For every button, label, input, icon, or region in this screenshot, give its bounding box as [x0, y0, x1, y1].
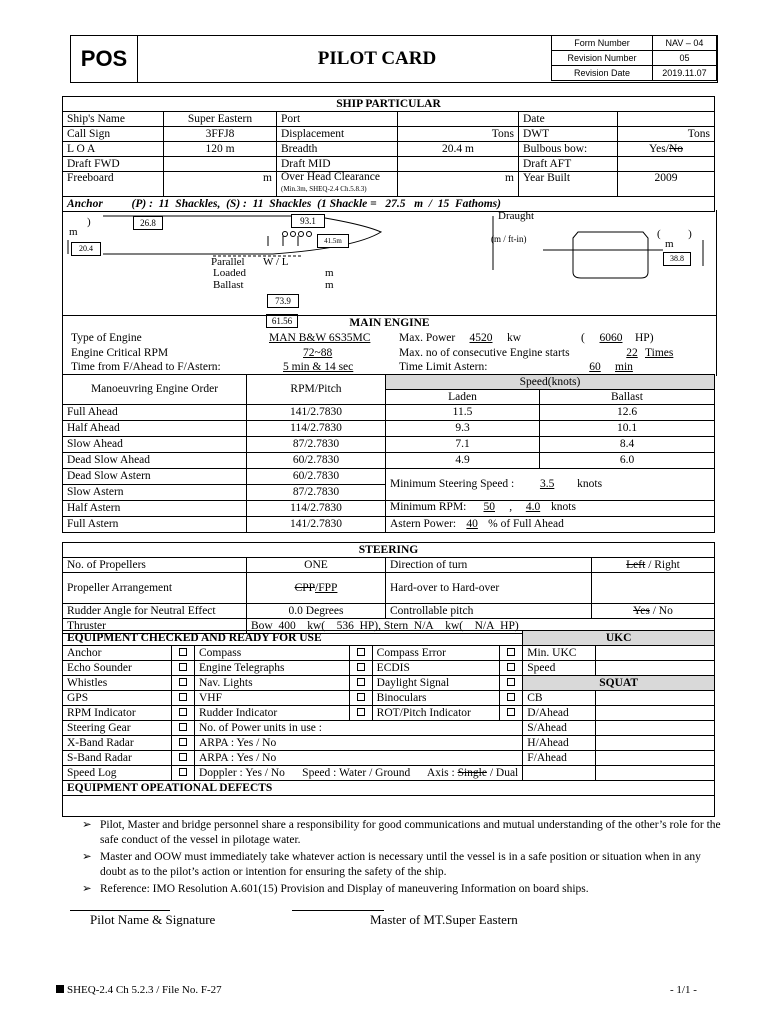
anchor-line: Anchor (P) : 11 Shackles, (S) : 11 Shackles (1 Shackle = 27.5 m / 15 Fathoms) [63, 197, 715, 212]
equipment-item: Rudder Indicator [195, 706, 350, 721]
checkbox[interactable] [179, 768, 187, 776]
displacement-label: Displacement [277, 127, 398, 142]
checkbox-cell [500, 661, 523, 676]
ahead-row [63, 453, 715, 469]
ship-particular-title: SHIP PARTICULAR [63, 97, 715, 112]
critical-rpm-label: Engine Critical RPM [71, 347, 169, 359]
port-label: Port [277, 112, 398, 127]
equipment-item: S-Band Radar [63, 751, 172, 766]
checkbox[interactable] [179, 738, 187, 746]
revision-number-label: Revision Number [552, 51, 653, 66]
min-steering: 3.5 [539, 478, 555, 490]
checkbox-cell [500, 706, 523, 721]
draught-unit: (m / ft-in) [491, 234, 527, 244]
astern-power-unit: % of Full Ahead [488, 518, 564, 530]
arrangement-fpp: /FPP [315, 581, 338, 594]
checkbox-cell [349, 691, 372, 706]
parallel-label: Parallel [211, 256, 245, 268]
thruster-label: Thruster [63, 619, 247, 634]
equipment-item: Echo Sounder [63, 661, 172, 676]
min-steering-label: Minimum Steering Speed : [390, 478, 515, 490]
breadth: 20.4 m [398, 142, 519, 157]
ahead-laden: 7.1 [386, 437, 540, 453]
ahead-laden: 9.3 [386, 421, 540, 437]
ballast-label: Ballast [213, 279, 244, 291]
thruster-value: Bow_400__kw(__536_HP), Stern_N/A__kw(__N/A_HP) [247, 619, 715, 634]
square-icon [56, 985, 64, 993]
ahead-rpm: 114/2.7830 [247, 421, 386, 437]
ukc-header: UKC [523, 631, 715, 646]
checkbox[interactable] [179, 678, 187, 686]
equipment-row [63, 736, 715, 751]
ship-diagram [62, 210, 717, 315]
overhead-unit: m [398, 172, 519, 197]
astern-order: Full Astern [63, 517, 247, 533]
doppler [195, 766, 523, 781]
dwt-label: DWT [519, 127, 618, 142]
checkbox[interactable] [357, 678, 365, 686]
dim-box-931: 93.1 [291, 214, 325, 228]
note-2 [82, 850, 722, 880]
equipment-row [63, 646, 715, 661]
equipment-item: Compass [195, 646, 350, 661]
ahead-row [63, 421, 715, 437]
equipment-item: Compass Error [372, 646, 499, 661]
ahead-order: Full Ahead [63, 405, 247, 421]
main-engine-section [62, 315, 717, 376]
time-limit-label: Time Limit Astern: [399, 361, 488, 373]
ahead-rpm: 141/2.7830 [247, 405, 386, 421]
engine-type-label: Type of Engine [71, 332, 142, 344]
astern-power: 40 [466, 518, 478, 530]
dim-box-6156: 61.56 [266, 314, 298, 328]
form-number: NAV – 04 [652, 36, 716, 51]
draft-aft-value [618, 157, 715, 172]
consec-starts-unit: Times [645, 347, 674, 359]
arrow-icon: ➢ [82, 819, 92, 831]
loaded-unit: m [325, 267, 334, 279]
power-units: No. of Power units in use : [195, 721, 523, 736]
draft-fwd-label: Draft FWD [63, 157, 164, 172]
note-3 [82, 882, 722, 897]
footer-right: - 1/1 - [670, 984, 697, 996]
time-limit-unit: min [615, 361, 633, 373]
checkbox[interactable] [507, 663, 515, 671]
dim-box-739: 73.9 [267, 294, 299, 308]
draft-aft-label: Draft AFT [519, 157, 618, 172]
d-ahead-value [596, 706, 715, 721]
draught-label: Draught [498, 210, 535, 222]
ahead-order: Dead Slow Ahead [63, 453, 247, 469]
dim-box-415: 41.5m [317, 234, 349, 248]
propellers-label: No. of Propellers [63, 558, 247, 573]
dim-box-268: 26.8 [133, 216, 163, 230]
direction-slash: / [645, 558, 655, 571]
ahead-row [63, 437, 715, 453]
master-signature-label: Master of MT.Super Eastern [370, 912, 518, 927]
paren-left: ) [87, 216, 91, 228]
year-built: 2009 [618, 172, 715, 197]
max-hp: 6060 [599, 332, 623, 344]
ship-name: Super Eastern [164, 112, 277, 127]
draft-mid-label: Draft MID [277, 157, 398, 172]
overhead-label: Over Head Clearance [281, 171, 380, 183]
pitch-yes: Yes [633, 604, 650, 617]
f-ahead: F/Ahead [523, 751, 596, 766]
direction-label: Direction of turn [386, 558, 592, 573]
min-rpm-label: Minimum RPM: [390, 501, 467, 513]
min-rpm-unit: knots [551, 501, 576, 513]
equipment-item: Steering Gear [63, 721, 172, 736]
checkbox-cell [172, 766, 195, 781]
overhead-cell [277, 172, 398, 197]
time-limit: 60 [589, 361, 601, 373]
arrow-icon: ➢ [82, 851, 92, 863]
pitch-value [592, 604, 715, 619]
dim-box-388: 38.8 [663, 252, 691, 266]
astern-order: Slow Astern [63, 485, 247, 501]
revision-date: 2019.11.07 [652, 66, 716, 81]
loa: 120 m [164, 142, 277, 157]
checkbox-cell [500, 646, 523, 661]
checkbox[interactable] [179, 723, 187, 731]
equipment-item: RPM Indicator [63, 706, 172, 721]
checkbox-cell [172, 661, 195, 676]
propellers: ONE [247, 558, 386, 573]
s-ahead: S/Ahead [523, 721, 596, 736]
min-steering-cell [386, 469, 715, 501]
ahead-ballast: 6.0 [540, 453, 715, 469]
note-1-text: Pilot, Master and bridge personnel share a responsibility for good communications and mutual understanding of the other’s role for the safe conduct of the vessel in pilotage water. [100, 819, 721, 846]
equipment-item: Engine Telegraphs [195, 661, 350, 676]
equipment-row [63, 721, 715, 736]
footer-left [56, 984, 222, 996]
form-info-table [551, 35, 717, 81]
axis-single: Single [457, 766, 487, 779]
freeboard-label: Freeboard [63, 172, 164, 197]
logo: POS [71, 36, 138, 82]
checkbox-cell [172, 691, 195, 706]
axis-dual: / Dual [486, 766, 519, 779]
breadth-label: Breadth [277, 142, 398, 157]
checkbox[interactable] [179, 648, 187, 656]
direction-left: Left [626, 558, 646, 571]
order-header: Manoeuvring Engine Order [63, 375, 247, 405]
defects-value [63, 796, 715, 817]
note-2-text: Master and OOW must immediately take whatever action is necessary until the vessel is in a safe position or situation when in any doubt as to the pilot’s action or intention for ensuring the safety of the ship. [100, 851, 701, 878]
arpa-s-band: ARPA : Yes / No [195, 751, 523, 766]
checkbox[interactable] [507, 678, 515, 686]
min-steering-unit: knots [577, 478, 603, 490]
pilot-signature-label: Pilot Name & Signature [90, 912, 216, 927]
cb: CB [523, 691, 596, 706]
equipment-item: Anchor [63, 646, 172, 661]
engine-type: MAN B&W 6S35MC [269, 332, 371, 344]
checkbox-cell [172, 751, 195, 766]
min-rpm-knots: 4.0 [525, 501, 541, 513]
checkbox-cell [172, 721, 195, 736]
date-label: Date [519, 112, 618, 127]
draft-mid-value [398, 157, 519, 172]
blank-value [596, 766, 715, 781]
loa-label: L O A [63, 142, 164, 157]
max-power-unit: kw [507, 332, 522, 344]
consec-starts-label: Max. no of consecutive Engine starts [399, 347, 570, 359]
h-ahead: H/Ahead [523, 736, 596, 751]
ballast-header: Ballast [540, 390, 715, 405]
ship-particular-table [62, 96, 715, 212]
equipment-item: Whistles [63, 676, 172, 691]
ahead-laden: 4.9 [386, 453, 540, 469]
min-ukc-value [596, 646, 715, 661]
checkbox[interactable] [179, 708, 187, 716]
call-sign-label: Call Sign [63, 127, 164, 142]
displacement-unit: Tons [398, 127, 519, 142]
equipment-row [63, 706, 715, 721]
ahead-ballast: 12.6 [540, 405, 715, 421]
page-title: PILOT CARD [317, 48, 437, 69]
hardover-value [592, 573, 715, 604]
equipment-row [63, 661, 715, 676]
paren-right: ( ) [657, 228, 692, 240]
min-rpm-sep: , [509, 501, 513, 513]
master-signature-line [292, 910, 384, 911]
steering-table [62, 542, 715, 634]
ukc-speed-value [596, 661, 715, 676]
checkbox[interactable] [179, 663, 187, 671]
checkbox-cell [500, 691, 523, 706]
astern-rpm: 87/2.7830 [247, 485, 386, 501]
speed-header: Speed(knots) [386, 375, 715, 390]
arpa-x-band: ARPA : Yes / No [195, 736, 523, 751]
date-value [618, 112, 715, 127]
main-engine-title: MAIN ENGINE [349, 317, 430, 329]
arrangement-value [247, 573, 386, 604]
ballast-unit: m [325, 279, 334, 291]
d-ahead: D/Ahead [523, 706, 596, 721]
direction-right: Right [654, 558, 680, 571]
equipment-item: Nav. Lights [195, 676, 350, 691]
engine-order-table [62, 374, 715, 533]
checkbox[interactable] [507, 648, 515, 656]
hp-open: ( [581, 332, 585, 344]
direction-value [592, 558, 715, 573]
checkbox[interactable] [357, 693, 365, 701]
consec-starts: 22 [626, 347, 638, 359]
bulbous-value [618, 142, 715, 157]
checkbox-cell [500, 676, 523, 691]
arrangement-label: Propeller Arrangement [63, 573, 247, 604]
equipment-row [63, 766, 715, 781]
hardover-label: Hard-over to Hard-over [386, 573, 592, 604]
checkbox-cell [349, 676, 372, 691]
header [70, 35, 718, 83]
min-rpm-cell [386, 501, 715, 517]
checkbox-cell [172, 736, 195, 751]
f-ahead-value [596, 751, 715, 766]
pitch-label: Controllable pitch [386, 604, 592, 619]
blank [523, 766, 596, 781]
pilot-signature-line [70, 910, 170, 911]
equipment-item: Binoculars [372, 691, 499, 706]
arrangement-cpp: CPP [294, 581, 316, 594]
equipment-item: GPS [63, 691, 172, 706]
equipment-item: ROT/Pitch Indicator [372, 706, 499, 721]
time-ahead-astern-label: Time from F/Ahead to F/Astern: [71, 361, 221, 373]
max-power-label: Max. Power [399, 332, 456, 344]
astern-rpm: 60/2.7830 [247, 469, 386, 485]
footer-left-text: SHEQ-2.4 Ch 5.2.3 / File No. F-27 [67, 984, 222, 996]
ukc-speed: Speed [523, 661, 596, 676]
astern-rpm: 141/2.7830 [247, 517, 386, 533]
m-left: m [69, 226, 78, 238]
min-rpm: 50 [483, 501, 495, 513]
checkbox[interactable] [357, 708, 365, 716]
equipment-item: Daylight Signal [372, 676, 499, 691]
equipment-item: ECDIS [372, 661, 499, 676]
astern-rpm: 114/2.7830 [247, 501, 386, 517]
critical-rpm: 72~88 [303, 347, 333, 359]
astern-order: Dead Slow Astern [63, 469, 247, 485]
checkbox-cell [349, 661, 372, 676]
squat-header: SQUAT [523, 676, 715, 691]
doppler-text: Doppler : Yes / No Speed : Water / Ground Axis : [199, 766, 458, 779]
ahead-order: Slow Ahead [63, 437, 247, 453]
equipment-title: EQUIPMENT CHECKED AND READY FOR USE [63, 631, 523, 646]
rpm-header: RPM/Pitch [247, 375, 386, 405]
equipment-row [63, 691, 715, 706]
dwt-unit: Tons [618, 127, 715, 142]
loaded-label: Loaded [213, 267, 246, 279]
wl-label: W / L [263, 256, 289, 268]
call-sign: 3FFJ8 [164, 127, 277, 142]
checkbox-cell [349, 706, 372, 721]
bulbous-yes: Yes/ [649, 142, 669, 155]
note-1 [82, 818, 722, 848]
dim-box-204: 20.4 [71, 242, 101, 256]
defects-title: EQUIPMENT OPEATIONAL DEFECTS [63, 781, 715, 796]
equipment-item: VHF [195, 691, 350, 706]
revision-number: 05 [652, 51, 716, 66]
checkbox[interactable] [507, 693, 515, 701]
equipment-table [62, 630, 715, 817]
ship-name-label: Ship's Name [63, 112, 164, 127]
note-3-text: Reference: IMO Resolution A.601(15) Provision and Display of maneuvering Information on board ships. [100, 883, 589, 895]
bulbous-no: No [668, 142, 683, 155]
equipment-item: Speed Log [63, 766, 172, 781]
checkbox[interactable] [179, 693, 187, 701]
overhead-note: (Min.3m, SHEQ-2.4 Ch.5.8.3) [281, 185, 367, 193]
draft-fwd-value [164, 157, 277, 172]
m-right: m [665, 238, 674, 250]
max-power: 4520 [469, 332, 493, 344]
equipment-item: X-Band Radar [63, 736, 172, 751]
rudder-value: 0.0 Degrees [247, 604, 386, 619]
checkbox[interactable] [179, 753, 187, 761]
equipment-row [63, 751, 715, 766]
year-built-label: Year Built [519, 172, 618, 197]
hp-unit: HP) [635, 332, 654, 344]
arrow-icon: ➢ [82, 883, 92, 895]
ahead-row [63, 405, 715, 421]
steering-title: STEERING [63, 543, 715, 558]
port-value [398, 112, 519, 127]
astern-power-cell [386, 517, 715, 533]
freeboard-unit: m [164, 172, 277, 197]
astern-order: Half Astern [63, 501, 247, 517]
laden-header: Laden [386, 390, 540, 405]
ahead-rpm: 60/2.7830 [247, 453, 386, 469]
ahead-ballast: 10.1 [540, 421, 715, 437]
checkbox-cell [172, 706, 195, 721]
checkbox[interactable] [507, 708, 515, 716]
checkbox[interactable] [357, 648, 365, 656]
revision-date-label: Revision Date [552, 66, 653, 81]
h-ahead-value [596, 736, 715, 751]
ahead-rpm: 87/2.7830 [247, 437, 386, 453]
time-ahead-astern: 5 min & 14 sec [283, 361, 354, 373]
cb-value [596, 691, 715, 706]
checkbox-cell [349, 646, 372, 661]
form-number-label: Form Number [552, 36, 653, 51]
pitch-no: / No [649, 604, 673, 617]
min-ukc: Min. UKC [523, 646, 596, 661]
rudder-label: Rudder Angle for Neutral Effect [63, 604, 247, 619]
s-ahead-value [596, 721, 715, 736]
ahead-ballast: 8.4 [540, 437, 715, 453]
checkbox-cell [172, 676, 195, 691]
astern-power-label: Astern Power: [390, 518, 457, 530]
equipment-row [63, 676, 715, 691]
bulbous-label: Bulbous bow: [519, 142, 618, 157]
checkbox[interactable] [357, 663, 365, 671]
ahead-order: Half Ahead [63, 421, 247, 437]
ahead-laden: 11.5 [386, 405, 540, 421]
checkbox-cell [172, 646, 195, 661]
